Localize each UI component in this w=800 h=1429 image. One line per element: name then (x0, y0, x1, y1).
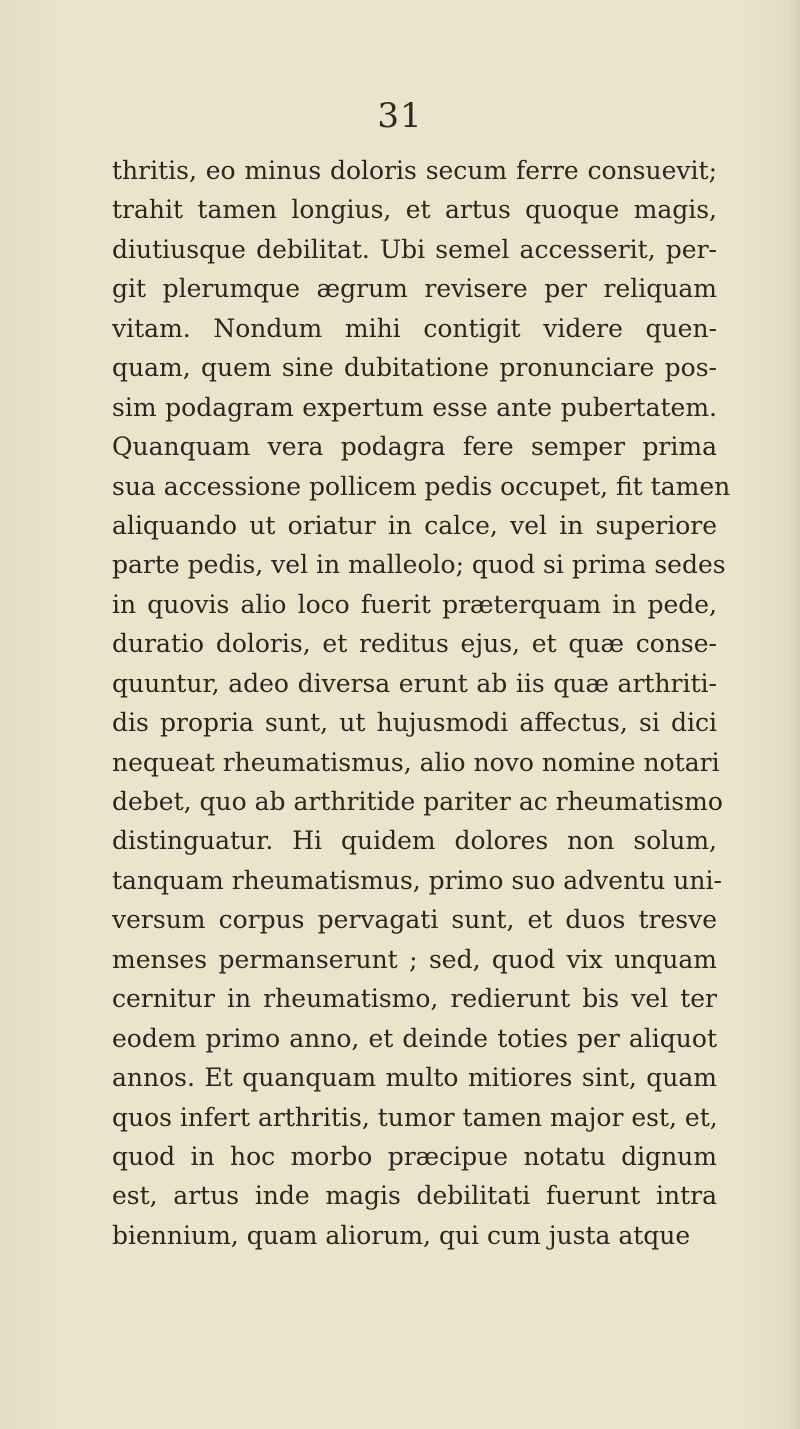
page-number: 31 (377, 96, 423, 136)
body-text (112, 151, 731, 1255)
text-line: diutiusque debilitat. Ubi semel accesserit, per- (112, 234, 717, 264)
text-line: tanquam rheumatismus, primo suo adventu uni- (112, 865, 722, 895)
text-line: est, artus inde magis debilitati fuerunt intra (112, 1181, 717, 1211)
text-line: sua accessione pollicem pedis occupet, fit tamen (112, 471, 731, 501)
text-line: trahit tamen longius, et artus quoque magis, (112, 195, 717, 225)
text-line: quuntur, adeo diversa erunt ab iis quæ arthriti- (112, 668, 717, 698)
text-line: Quanquam vera podagra fere semper prima (112, 432, 717, 462)
text-line: cernitur in rheumatismo, redierunt bis vel ter (112, 984, 717, 1014)
text-line: distinguatur. Hi quidem dolores non solum, (112, 826, 717, 856)
text-line: in quovis alio loco fuerit præterquam in pede, (112, 589, 717, 619)
text-line: nequeat rheumatismus, alio novo nomine notari (112, 747, 720, 777)
text-line: parte pedis, vel in malleolo; quod si prima sedes (112, 550, 726, 580)
text-line: aliquando ut oriatur in calce, vel in superiore (112, 510, 717, 540)
text-line: eodem primo anno, et deinde toties per aliquot (112, 1023, 717, 1053)
text-line: duratio doloris, et reditus ejus, et quæ conse- (112, 629, 717, 659)
text-line: thritis, eo minus doloris secum ferre consuevit; (112, 156, 717, 185)
text-line: vitam. Nondum mihi contigit videre quen- (112, 313, 717, 343)
text-line: git plerumque ægrum revisere per reliquam (112, 274, 717, 304)
page-edge-shadow (788, 0, 800, 1429)
text-line: menses permanserunt ; sed, quod vix unquam (112, 944, 717, 974)
text-line: sim podagram expertum esse ante pubertatem. (112, 392, 717, 422)
text-line: quos infert arthritis, tumor tamen major est, et, (112, 1102, 718, 1132)
text-line: debet, quo ab arthritide pariter ac rheumatismo (112, 787, 723, 816)
text-line: biennium, quam aliorum, qui cum justa atque (112, 1220, 691, 1250)
text-line: quam, quem sine dubitatione pronunciare pos- (112, 353, 717, 383)
text-line: quod in hoc morbo præcipue notatu dignum (112, 1141, 717, 1171)
text-line: dis propria sunt, ut hujusmodi affectus, si dici (112, 708, 717, 738)
text-line: annos. Et quanquam multo mitiores sint, quam (112, 1063, 717, 1093)
text-line: versum corpus pervagati sunt, et duos tresve (112, 905, 717, 935)
